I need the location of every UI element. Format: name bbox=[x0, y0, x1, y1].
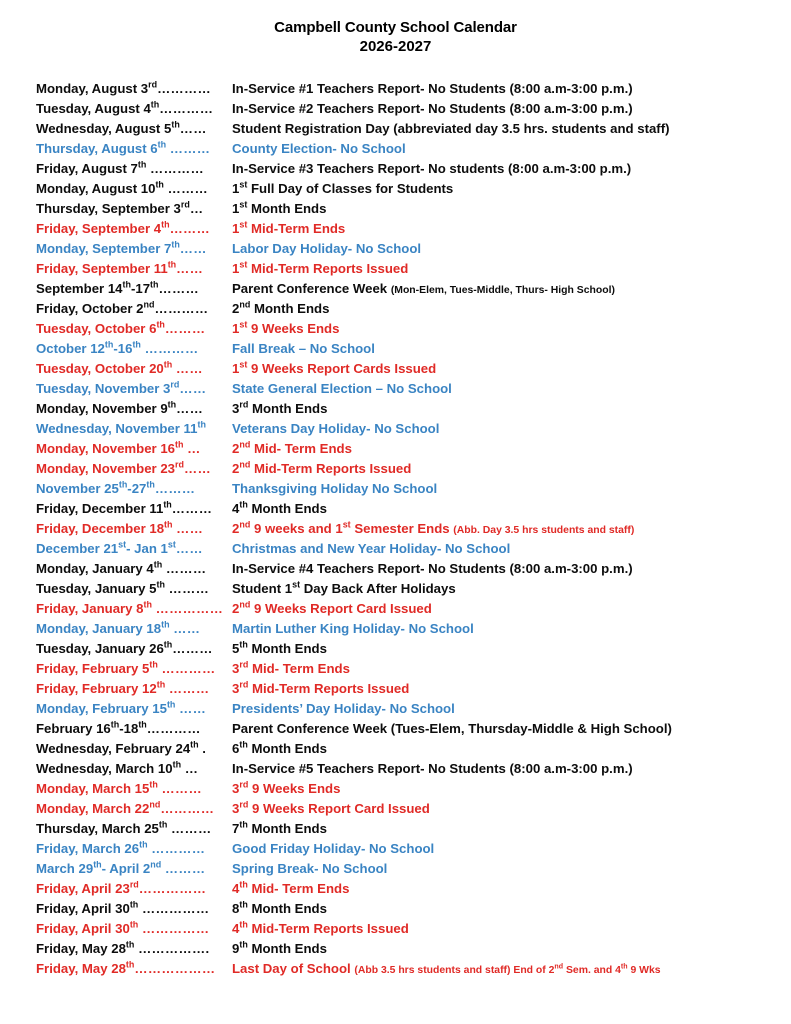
calendar-row-date: Tuesday, October 20th …… bbox=[36, 359, 203, 376]
calendar-row-date: Friday, September 4th……… bbox=[36, 219, 211, 236]
calendar-row bbox=[36, 459, 791, 479]
calendar-row-description: 1st Month Ends bbox=[232, 199, 327, 216]
calendar-row-date: September 14th-17th……… bbox=[36, 279, 199, 296]
calendar-row-date: March 29th- April 2nd ……… bbox=[36, 859, 206, 876]
calendar-row-description: 1st Mid-Term Reports Issued bbox=[232, 259, 409, 276]
calendar-row bbox=[36, 639, 791, 659]
calendar-row bbox=[36, 99, 791, 119]
calendar-row bbox=[36, 499, 791, 519]
calendar-row bbox=[36, 779, 791, 799]
calendar-row-description: Last Day of School (Abb 3.5 hrs students and staff) End of 2nd Sem. and 4th 9 Wks bbox=[232, 961, 661, 976]
calendar-row-description: 5th Month Ends bbox=[232, 639, 327, 656]
calendar-row-date: Monday, March 15th ……… bbox=[36, 779, 202, 796]
calendar-row bbox=[36, 719, 791, 739]
calendar-row bbox=[36, 239, 791, 259]
calendar-row-date: Monday, February 15th …… bbox=[36, 699, 207, 716]
calendar-row bbox=[36, 919, 791, 939]
calendar-row bbox=[36, 359, 791, 379]
calendar-row-date: Wednesday, February 24th . bbox=[36, 739, 206, 756]
calendar-entry-list bbox=[0, 79, 791, 979]
calendar-row bbox=[36, 739, 791, 759]
calendar-row bbox=[36, 219, 791, 239]
calendar-row-description: 2nd 9 Weeks Report Card Issued bbox=[232, 599, 432, 616]
calendar-row-description: 3rd Mid-Term Reports Issued bbox=[232, 679, 410, 696]
calendar-row-description: 2nd Mid- Term Ends bbox=[232, 439, 352, 456]
calendar-row-description: 8th Month Ends bbox=[232, 899, 327, 916]
calendar-row-date: Friday, December 11th……… bbox=[36, 499, 213, 516]
calendar-row bbox=[36, 179, 791, 199]
calendar-row-description: 3rd Month Ends bbox=[232, 399, 328, 416]
calendar-row bbox=[36, 799, 791, 819]
calendar-row bbox=[36, 859, 791, 879]
calendar-row-description: Presidents’ Day Holiday- No School bbox=[232, 701, 455, 716]
calendar-row-date: Tuesday, November 3rd…… bbox=[36, 379, 207, 396]
calendar-row-date: Monday, January 4th ……… bbox=[36, 559, 207, 576]
calendar-row-description: In-Service #1 Teachers Report- No Students (8:00 a.m-3:00 p.m.) bbox=[232, 81, 633, 96]
document-header bbox=[0, 0, 791, 56]
calendar-row-description: 4th Mid-Term Reports Issued bbox=[232, 919, 409, 936]
calendar-row bbox=[36, 379, 791, 399]
calendar-row-date: Friday, December 18th …… bbox=[36, 519, 204, 536]
calendar-row-date: Friday, October 2nd………… bbox=[36, 299, 209, 316]
calendar-row bbox=[36, 579, 791, 599]
calendar-row bbox=[36, 959, 791, 979]
calendar-row-description: Student Registration Day (abbreviated day 3.5 hrs. students and staff) bbox=[232, 121, 670, 136]
calendar-row bbox=[36, 839, 791, 859]
calendar-row-date: Friday, May 28th……………… bbox=[36, 959, 216, 976]
calendar-row-description: Parent Conference Week (Mon-Elem, Tues-Middle, Thurs- High School) bbox=[232, 281, 615, 296]
calendar-row bbox=[36, 899, 791, 919]
calendar-row bbox=[36, 759, 791, 779]
calendar-row-description: 2nd Month Ends bbox=[232, 299, 330, 316]
calendar-row bbox=[36, 139, 791, 159]
calendar-row-description: 7th Month Ends bbox=[232, 819, 327, 836]
calendar-row-description: 1st 9 Weeks Ends bbox=[232, 319, 340, 336]
calendar-row bbox=[36, 699, 791, 719]
calendar-row-description: 4th Month Ends bbox=[232, 499, 327, 516]
calendar-row-date: Friday, April 23rd…………… bbox=[36, 879, 207, 896]
page-title: Campbell County School Calendar bbox=[274, 19, 517, 36]
calendar-row-description: Parent Conference Week (Tues-Elem, Thursday-Middle & High School) bbox=[232, 721, 672, 736]
calendar-row-date: Friday, September 11th…… bbox=[36, 259, 204, 276]
calendar-row-description: In-Service #5 Teachers Report- No Students (8:00 a.m-3:00 p.m.) bbox=[232, 761, 633, 776]
calendar-row-date: Monday, January 18th …… bbox=[36, 619, 201, 636]
calendar-row-date: Thursday, August 6th ……… bbox=[36, 139, 211, 156]
calendar-row-date: Monday, November 16th … bbox=[36, 439, 201, 456]
calendar-row bbox=[36, 199, 791, 219]
calendar-row-description: County Election- No School bbox=[232, 141, 406, 156]
calendar-row-description: Thanksgiving Holiday No School bbox=[232, 481, 438, 496]
calendar-row-description: Spring Break- No School bbox=[232, 861, 388, 876]
calendar-row bbox=[36, 519, 791, 539]
calendar-row-date: Friday, February 5th ………… bbox=[36, 659, 216, 676]
calendar-row-description: 1st 9 Weeks Report Cards Issued bbox=[232, 359, 437, 376]
calendar-row-description: 6th Month Ends bbox=[232, 739, 327, 756]
calendar-row bbox=[36, 599, 791, 619]
school-year-subtitle: 2026-2027 bbox=[359, 38, 432, 55]
calendar-row bbox=[36, 79, 791, 99]
calendar-row-description: In-Service #2 Teachers Report- No Students (8:00 a.m-3:00 p.m.) bbox=[232, 101, 633, 116]
calendar-row-description: 3rd 9 Weeks Ends bbox=[232, 779, 341, 796]
calendar-row-description: Student 1st Day Back After Holidays bbox=[232, 579, 456, 596]
calendar-row-description: 3rd 9 Weeks Report Card Issued bbox=[232, 799, 430, 816]
calendar-row bbox=[36, 279, 791, 299]
calendar-row-date: Thursday, March 25th ……… bbox=[36, 819, 212, 836]
calendar-row-date: Wednesday, March 10th … bbox=[36, 759, 199, 776]
calendar-row-description: 4th Mid- Term Ends bbox=[232, 879, 350, 896]
calendar-row-date: Monday, August 10th ……… bbox=[36, 179, 209, 196]
calendar-row bbox=[36, 439, 791, 459]
calendar-row-description: 1st Full Day of Classes for Students bbox=[232, 179, 454, 196]
calendar-row-date: November 25th-27th……… bbox=[36, 479, 196, 496]
calendar-row-description: 2nd 9 weeks and 1st Semester Ends (Abb. Day 3.5 hrs students and staff) bbox=[232, 519, 635, 536]
calendar-row bbox=[36, 559, 791, 579]
calendar-row-description: In-Service #4 Teachers Report- No Students (8:00 a.m-3:00 p.m.) bbox=[232, 561, 633, 576]
calendar-row-date: Friday, May 28th ……………. bbox=[36, 939, 210, 956]
calendar-row-description: In-Service #3 Teachers Report- No students (8:00 a.m-3:00 p.m.) bbox=[232, 161, 632, 176]
calendar-row bbox=[36, 619, 791, 639]
calendar-row bbox=[36, 399, 791, 419]
calendar-row-date: October 12th-16th ………… bbox=[36, 339, 199, 356]
calendar-row-date: Wednesday, August 5th…… bbox=[36, 119, 207, 136]
calendar-row-date: Thursday, September 3rd… bbox=[36, 199, 204, 216]
calendar-row-date: Friday, March 26th ………… bbox=[36, 839, 206, 856]
calendar-row-description: 2nd Mid-Term Reports Issued bbox=[232, 459, 412, 476]
calendar-row-date: Monday, November 23rd…… bbox=[36, 459, 211, 476]
calendar-row-description: 9th Month Ends bbox=[232, 939, 327, 956]
calendar-row-date: December 21st- Jan 1st…… bbox=[36, 539, 203, 556]
calendar-row bbox=[36, 119, 791, 139]
calendar-row bbox=[36, 679, 791, 699]
calendar-row bbox=[36, 159, 791, 179]
calendar-row bbox=[36, 819, 791, 839]
calendar-row-description: Veterans Day Holiday- No School bbox=[232, 421, 440, 436]
calendar-row-date: Wednesday, November 11th bbox=[36, 419, 206, 436]
calendar-row-date: Tuesday, January 5th ……… bbox=[36, 579, 210, 596]
calendar-row-date: Tuesday, August 4th………… bbox=[36, 99, 214, 116]
calendar-row bbox=[36, 299, 791, 319]
calendar-row bbox=[36, 419, 791, 439]
calendar-row-date: Monday, November 9th…… bbox=[36, 399, 204, 416]
calendar-row-date: Friday, January 8th …………… bbox=[36, 599, 224, 616]
calendar-row bbox=[36, 879, 791, 899]
calendar-row-date: Monday, March 22nd………… bbox=[36, 799, 215, 816]
calendar-row-description: Fall Break – No School bbox=[232, 341, 375, 356]
calendar-row-date: Monday, August 3rd………… bbox=[36, 79, 212, 96]
calendar-row-description: State General Election – No School bbox=[232, 381, 452, 396]
calendar-row-description: 1st Mid-Term Ends bbox=[232, 219, 346, 236]
calendar-row-date: Monday, September 7th…… bbox=[36, 239, 207, 256]
calendar-row-date: Friday, April 30th …………… bbox=[36, 899, 210, 916]
calendar-row-date: Friday, February 12th ……… bbox=[36, 679, 210, 696]
calendar-row-description: Labor Day Holiday- No School bbox=[232, 241, 422, 256]
calendar-row-description: Christmas and New Year Holiday- No School bbox=[232, 541, 511, 556]
calendar-row bbox=[36, 539, 791, 559]
calendar-row-date: Tuesday, October 6th……… bbox=[36, 319, 206, 336]
calendar-row bbox=[36, 479, 791, 499]
calendar-row-date: Friday, April 30th …………… bbox=[36, 919, 210, 936]
calendar-row bbox=[36, 659, 791, 679]
calendar-row bbox=[36, 259, 791, 279]
calendar-row-date: Tuesday, January 26th……… bbox=[36, 639, 213, 656]
calendar-row-description: 3rd Mid- Term Ends bbox=[232, 659, 350, 676]
calendar-row-date: Friday, August 7th ………… bbox=[36, 159, 204, 176]
calendar-row-description: Martin Luther King Holiday- No School bbox=[232, 621, 474, 636]
calendar-row-description: Good Friday Holiday- No School bbox=[232, 841, 435, 856]
calendar-row bbox=[36, 339, 791, 359]
calendar-row-date: February 16th-18th………… bbox=[36, 719, 201, 736]
calendar-row bbox=[36, 319, 791, 339]
calendar-row bbox=[36, 939, 791, 959]
